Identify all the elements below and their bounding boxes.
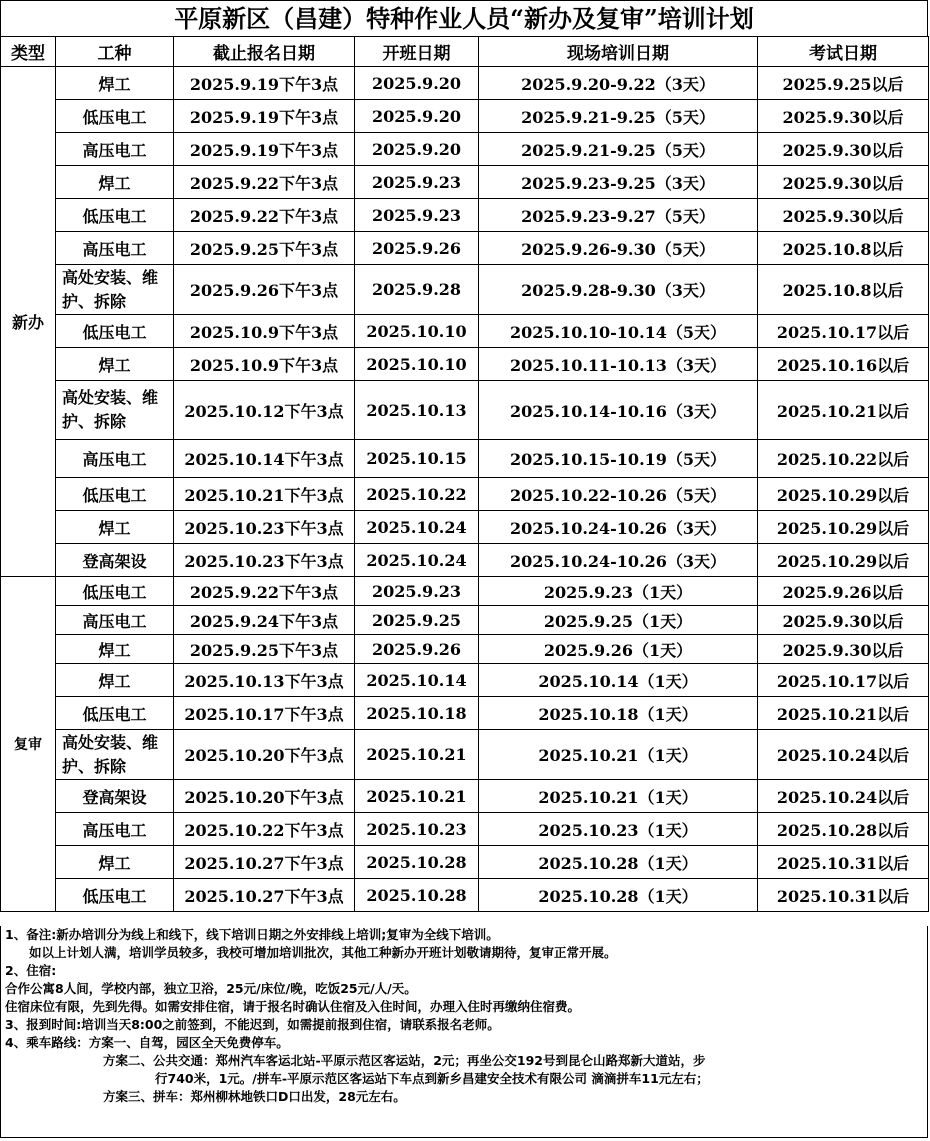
training-date-cell: 2025.10.10-10.14（5天）	[479, 315, 758, 348]
note-line: 4、乘车路线：方案一、自驾，园区全天免费停车。	[5, 1035, 289, 1050]
exam-date-cell: 2025.10.8以后	[758, 265, 929, 315]
table-row	[1, 232, 929, 265]
start-date-cell: 2025.10.28	[355, 846, 479, 879]
training-date-cell: 2025.10.28（1天）	[479, 846, 758, 879]
job-cell: 高处安装、维护、拆除	[56, 265, 174, 315]
note-line: 行740米，1元。/拼车-平原示范区客运站下车点到新乡昌建安全技术有限公司 滴滴拼车11元左右；	[155, 1071, 709, 1086]
deadline-cell: 2025.9.22下午3点	[174, 577, 355, 606]
table-row	[1, 846, 929, 879]
exam-date-cell: 2025.9.30以后	[758, 606, 929, 635]
deadline-cell: 2025.10.22下午3点	[174, 813, 355, 846]
table-row	[1, 577, 929, 606]
job-cell: 焊工	[56, 511, 174, 544]
table-header-row	[1, 37, 929, 67]
job-cell: 高处安装、维护、拆除	[56, 730, 174, 780]
start-date-cell: 2025.9.20	[355, 100, 479, 133]
note-line: 3、报到时间:培训当天8:00之前签到，不能迟到，如需提前报到住宿，请联系报名老师。	[5, 1017, 500, 1032]
exam-date-cell: 2025.9.30以后	[758, 199, 929, 232]
table-row	[1, 199, 929, 232]
start-date-cell: 2025.10.14	[355, 664, 479, 697]
exam-date-cell: 2025.10.21以后	[758, 381, 929, 440]
start-date-cell: 2025.10.10	[355, 315, 479, 348]
training-date-cell: 2025.10.14（1天）	[479, 664, 758, 697]
training-date-cell: 2025.10.15-10.19（5天）	[479, 440, 758, 478]
table-row	[1, 697, 929, 730]
exam-date-cell: 2025.10.29以后	[758, 511, 929, 544]
table-row	[1, 813, 929, 846]
type-cell: 新办	[1, 67, 56, 577]
start-date-cell: 2025.10.24	[355, 544, 479, 577]
job-cell: 高压电工	[56, 813, 174, 846]
start-date-cell: 2025.10.13	[355, 381, 479, 440]
job-cell: 高压电工	[56, 232, 174, 265]
start-date-cell: 2025.10.21	[355, 730, 479, 780]
deadline-cell: 2025.10.21下午3点	[174, 478, 355, 511]
table-row	[1, 381, 929, 440]
table-row	[1, 133, 929, 166]
training-date-cell: 2025.10.18（1天）	[479, 697, 758, 730]
table-row	[1, 635, 929, 664]
exam-date-cell: 2025.10.24以后	[758, 780, 929, 813]
start-date-cell: 2025.10.23	[355, 813, 479, 846]
deadline-cell: 2025.10.14下午3点	[174, 440, 355, 478]
exam-date-cell: 2025.10.22以后	[758, 440, 929, 478]
training-date-cell: 2025.9.23（1天）	[479, 577, 758, 606]
deadline-cell: 2025.9.25下午3点	[174, 635, 355, 664]
exam-date-cell: 2025.10.29以后	[758, 544, 929, 577]
job-cell: 焊工	[56, 166, 174, 199]
start-date-cell: 2025.9.28	[355, 265, 479, 315]
header-start: 开班日期	[355, 37, 479, 67]
table-row	[1, 67, 929, 100]
training-date-cell: 2025.9.23-9.27（5天）	[479, 199, 758, 232]
deadline-cell: 2025.9.19下午3点	[174, 133, 355, 166]
job-cell: 登高架设	[56, 780, 174, 813]
job-cell: 焊工	[56, 348, 174, 381]
start-date-cell: 2025.9.23	[355, 577, 479, 606]
training-date-cell: 2025.10.21（1天）	[479, 780, 758, 813]
training-date-cell: 2025.9.26-9.30（5天）	[479, 232, 758, 265]
training-date-cell: 2025.10.24-10.26（3天）	[479, 511, 758, 544]
training-date-cell: 2025.9.20-9.22（3天）	[479, 67, 758, 100]
deadline-cell: 2025.9.26下午3点	[174, 265, 355, 315]
start-date-cell: 2025.9.20	[355, 67, 479, 100]
exam-date-cell: 2025.10.8以后	[758, 232, 929, 265]
training-date-cell: 2025.9.28-9.30（3天）	[479, 265, 758, 315]
exam-date-cell: 2025.10.31以后	[758, 879, 929, 912]
table-row	[1, 265, 929, 315]
job-cell: 焊工	[56, 67, 174, 100]
exam-date-cell: 2025.9.30以后	[758, 100, 929, 133]
training-date-cell: 2025.9.21-9.25（5天）	[479, 133, 758, 166]
training-date-cell: 2025.10.28（1天）	[479, 879, 758, 912]
exam-date-cell: 2025.9.30以后	[758, 133, 929, 166]
table-row	[1, 348, 929, 381]
deadline-cell: 2025.10.9下午3点	[174, 315, 355, 348]
type-cell: 复审	[1, 577, 56, 912]
job-cell: 焊工	[56, 846, 174, 879]
job-cell: 高压电工	[56, 440, 174, 478]
header-type: 类型	[1, 37, 56, 67]
deadline-cell: 2025.10.20下午3点	[174, 730, 355, 780]
job-cell: 低压电工	[56, 478, 174, 511]
job-cell: 低压电工	[56, 879, 174, 912]
table-row	[1, 315, 929, 348]
training-date-cell: 2025.9.23-9.25（3天）	[479, 166, 758, 199]
start-date-cell: 2025.10.18	[355, 697, 479, 730]
start-date-cell: 2025.10.24	[355, 511, 479, 544]
training-date-cell: 2025.9.21-9.25（5天）	[479, 100, 758, 133]
job-cell: 高压电工	[56, 133, 174, 166]
exam-date-cell: 2025.9.25以后	[758, 67, 929, 100]
training-date-cell: 2025.10.23（1天）	[479, 813, 758, 846]
training-date-cell: 2025.10.22-10.26（5天）	[479, 478, 758, 511]
job-cell: 高压电工	[56, 606, 174, 635]
exam-date-cell: 2025.10.29以后	[758, 478, 929, 511]
exam-date-cell: 2025.10.16以后	[758, 348, 929, 381]
note-line: 2、住宿:	[5, 963, 57, 978]
exam-date-cell: 2025.10.21以后	[758, 697, 929, 730]
table-row	[1, 478, 929, 511]
start-date-cell: 2025.10.22	[355, 478, 479, 511]
deadline-cell: 2025.10.23下午3点	[174, 511, 355, 544]
start-date-cell: 2025.9.23	[355, 166, 479, 199]
deadline-cell: 2025.9.22下午3点	[174, 166, 355, 199]
header-job: 工种	[56, 37, 174, 67]
job-cell: 低压电工	[56, 100, 174, 133]
job-cell: 低压电工	[56, 697, 174, 730]
deadline-cell: 2025.10.27下午3点	[174, 879, 355, 912]
table-body	[1, 67, 929, 912]
deadline-cell: 2025.10.27下午3点	[174, 846, 355, 879]
table-row	[1, 606, 929, 635]
note-line: 方案二、公共交通：郑州汽车客运北站-平原示范区客运站，2元；再坐公交192号到昆仑山路郑新大道站，步	[103, 1053, 706, 1068]
deadline-cell: 2025.9.19下午3点	[174, 67, 355, 100]
table-row	[1, 730, 929, 780]
note-line: 方案三、拼车：郑州柳林地铁口D口出发，28元左右。	[103, 1089, 406, 1104]
training-date-cell: 2025.10.24-10.26（3天）	[479, 544, 758, 577]
deadline-cell: 2025.9.19下午3点	[174, 100, 355, 133]
exam-date-cell: 2025.9.30以后	[758, 635, 929, 664]
table-row	[1, 780, 929, 813]
start-date-cell: 2025.9.20	[355, 133, 479, 166]
start-date-cell: 2025.9.26	[355, 635, 479, 664]
header-training: 现场培训日期	[479, 37, 758, 67]
start-date-cell: 2025.10.21	[355, 780, 479, 813]
table-row	[1, 166, 929, 199]
table-row	[1, 440, 929, 478]
table-row	[1, 664, 929, 697]
exam-date-cell: 2025.9.26以后	[758, 577, 929, 606]
training-date-cell: 2025.10.14-10.16（3天）	[479, 381, 758, 440]
deadline-cell: 2025.10.20下午3点	[174, 780, 355, 813]
header-deadline: 截止报名日期	[174, 37, 355, 67]
note-line: 住宿床位有限，先到先得。如需安排住宿，请于报名时确认住宿及入住时间，办理入住时再缴纳住宿费。	[5, 999, 581, 1014]
training-date-cell: 2025.10.11-10.13（3天）	[479, 348, 758, 381]
deadline-cell: 2025.10.9下午3点	[174, 348, 355, 381]
note-line: 1、备注:新办培训分为线上和线下，线下培训日期之外安排线上培训;复审为全线下培训。	[5, 927, 499, 942]
job-cell: 低压电工	[56, 577, 174, 606]
job-cell: 焊工	[56, 664, 174, 697]
exam-date-cell: 2025.10.17以后	[758, 664, 929, 697]
job-cell: 低压电工	[56, 315, 174, 348]
job-cell: 登高架设	[56, 544, 174, 577]
start-date-cell: 2025.10.28	[355, 879, 479, 912]
start-date-cell: 2025.10.10	[355, 348, 479, 381]
table-row	[1, 879, 929, 912]
job-cell: 高处安装、维护、拆除	[56, 381, 174, 440]
note-line: 如以上计划人满，培训学员较多，我校可增加培训批次，其他工种新办开班计划敬请期待，复审正常开展。	[29, 945, 617, 960]
exam-date-cell: 2025.9.30以后	[758, 166, 929, 199]
deadline-cell: 2025.9.24下午3点	[174, 606, 355, 635]
deadline-cell: 2025.9.25下午3点	[174, 232, 355, 265]
exam-date-cell: 2025.10.31以后	[758, 846, 929, 879]
job-cell: 低压电工	[56, 199, 174, 232]
deadline-cell: 2025.10.12下午3点	[174, 381, 355, 440]
exam-date-cell: 2025.10.17以后	[758, 315, 929, 348]
training-date-cell: 2025.9.26（1天）	[479, 635, 758, 664]
deadline-cell: 2025.10.23下午3点	[174, 544, 355, 577]
table-row	[1, 511, 929, 544]
start-date-cell: 2025.9.23	[355, 199, 479, 232]
training-date-cell: 2025.10.21（1天）	[479, 730, 758, 780]
schedule-table	[0, 36, 929, 912]
exam-date-cell: 2025.10.24以后	[758, 730, 929, 780]
exam-date-cell: 2025.10.28以后	[758, 813, 929, 846]
start-date-cell: 2025.10.15	[355, 440, 479, 478]
notes-section	[0, 926, 928, 1138]
deadline-cell: 2025.10.13下午3点	[174, 664, 355, 697]
start-date-cell: 2025.9.25	[355, 606, 479, 635]
note-line: 合作公寓8人间，学校内部，独立卫浴，25元/床位/晚，吃饭25元/人/天。	[5, 981, 417, 996]
deadline-cell: 2025.9.22下午3点	[174, 199, 355, 232]
job-cell: 焊工	[56, 635, 174, 664]
training-date-cell: 2025.9.25（1天）	[479, 606, 758, 635]
deadline-cell: 2025.10.17下午3点	[174, 697, 355, 730]
table-row	[1, 544, 929, 577]
start-date-cell: 2025.9.26	[355, 232, 479, 265]
header-exam: 考试日期	[758, 37, 929, 67]
page-title: 平原新区（昌建）特种作业人员“新办及复审”培训计划	[0, 0, 928, 36]
table-row	[1, 100, 929, 133]
